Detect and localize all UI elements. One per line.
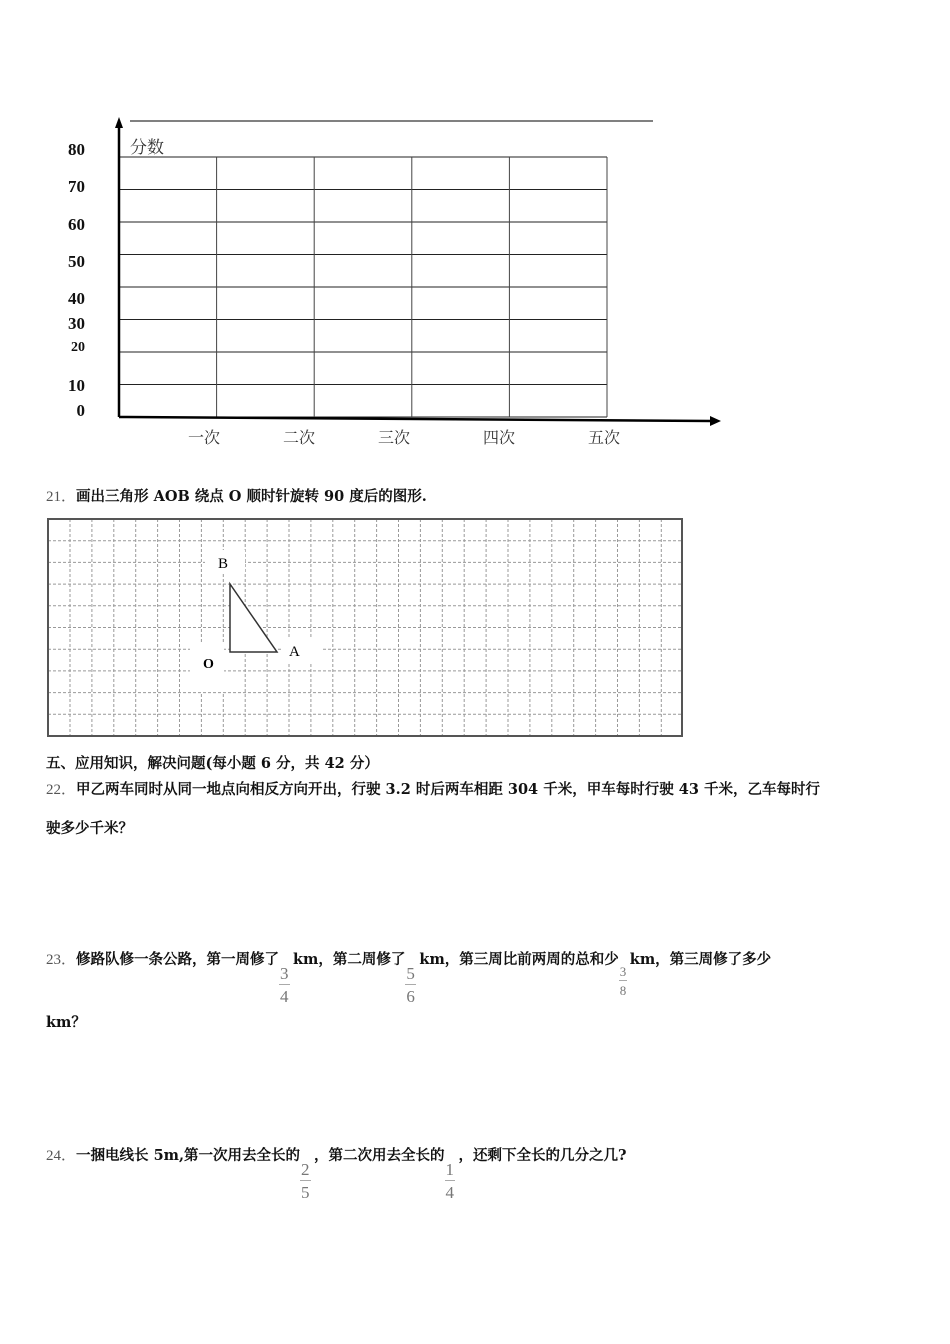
fraction: [300, 1160, 311, 1202]
denominator: 4: [280, 987, 289, 1006]
question-number: 23．: [46, 952, 77, 968]
question-text: ，第二次用去全长的: [314, 1147, 445, 1164]
x-axis: [119, 417, 712, 421]
y-tick-label: 60: [68, 215, 85, 234]
fraction: [445, 1160, 456, 1202]
label-a: A: [289, 644, 300, 660]
y-axis-label: 分数: [130, 138, 164, 158]
question-text: 一捆电线长 5m,第一次用去全长的: [76, 1147, 301, 1164]
numerator: 3: [619, 964, 627, 979]
y-tick-label: 0: [76, 401, 85, 420]
label-b: B: [218, 556, 229, 572]
denominator: 6: [406, 987, 415, 1006]
numerator: 3: [280, 964, 289, 983]
denominator: 8: [619, 983, 627, 998]
x-category-label: 四次: [483, 428, 516, 447]
section-title: 五、应用知识，解决问题(每小题 6 分，共 42 分）: [46, 755, 379, 772]
chart-axes-grid: [0, 0, 950, 460]
question-text: ，还剩下全长的几分之几?: [458, 1147, 627, 1164]
question-number: 21．: [46, 489, 77, 505]
fraction: [279, 964, 290, 1006]
denominator: 5: [301, 1183, 310, 1202]
y-tick-label: 80: [68, 140, 85, 159]
y-tick-label: 40: [68, 289, 85, 308]
x-category-label: 一次: [188, 428, 221, 447]
x-category-label: 二次: [283, 428, 316, 447]
question-22-cont: 驶多少千米？: [46, 820, 133, 837]
y-tick-label: 70: [68, 177, 85, 196]
y-tick-label: 20: [71, 340, 85, 355]
dashed-grid: [48, 519, 682, 736]
question-text: 甲乙两车同时从同一地点向相反方向开出，行驶 3.2 时后两车相距 304 千米，甲车每时行驶 43 千米，乙车每时行: [76, 781, 820, 798]
y-axis-arrow: [115, 117, 123, 128]
x-axis-arrow: [710, 416, 721, 426]
question-text: km，第三周修了多少: [629, 951, 772, 968]
numerator: 5: [406, 964, 415, 983]
x-category-label: 三次: [378, 428, 411, 447]
numerator: 2: [301, 1160, 310, 1179]
question-22: [46, 778, 820, 799]
fraction: [405, 964, 416, 1006]
fraction: [619, 964, 628, 998]
question-text: km，第三周比前两周的总和少: [419, 951, 619, 968]
question-21: [46, 485, 427, 506]
numerator: 1: [445, 1160, 455, 1179]
question-23: [46, 948, 772, 1006]
rotation-grid: [0, 510, 700, 745]
question-23-cont: km？: [46, 1014, 86, 1031]
y-tick-label: 30: [68, 314, 85, 333]
question-24: [46, 1144, 627, 1202]
question-text: 画出三角形 AOB 绕点 O 顺时针旋转 90 度后的图形.: [76, 488, 427, 505]
label-o: O: [203, 657, 214, 672]
denominator: 4: [445, 1183, 455, 1202]
question-text: km，第二周修了: [293, 951, 406, 968]
question-number: 22．: [46, 782, 77, 798]
question-number: 24．: [46, 1148, 77, 1164]
y-tick-label: 50: [68, 252, 85, 271]
x-category-label: 五次: [588, 428, 621, 447]
y-tick-label: 10: [68, 376, 85, 395]
chart-grid: [119, 157, 607, 417]
question-text: 修路队修一条公路，第一周修了: [76, 951, 280, 968]
triangle-aob: [230, 584, 277, 652]
